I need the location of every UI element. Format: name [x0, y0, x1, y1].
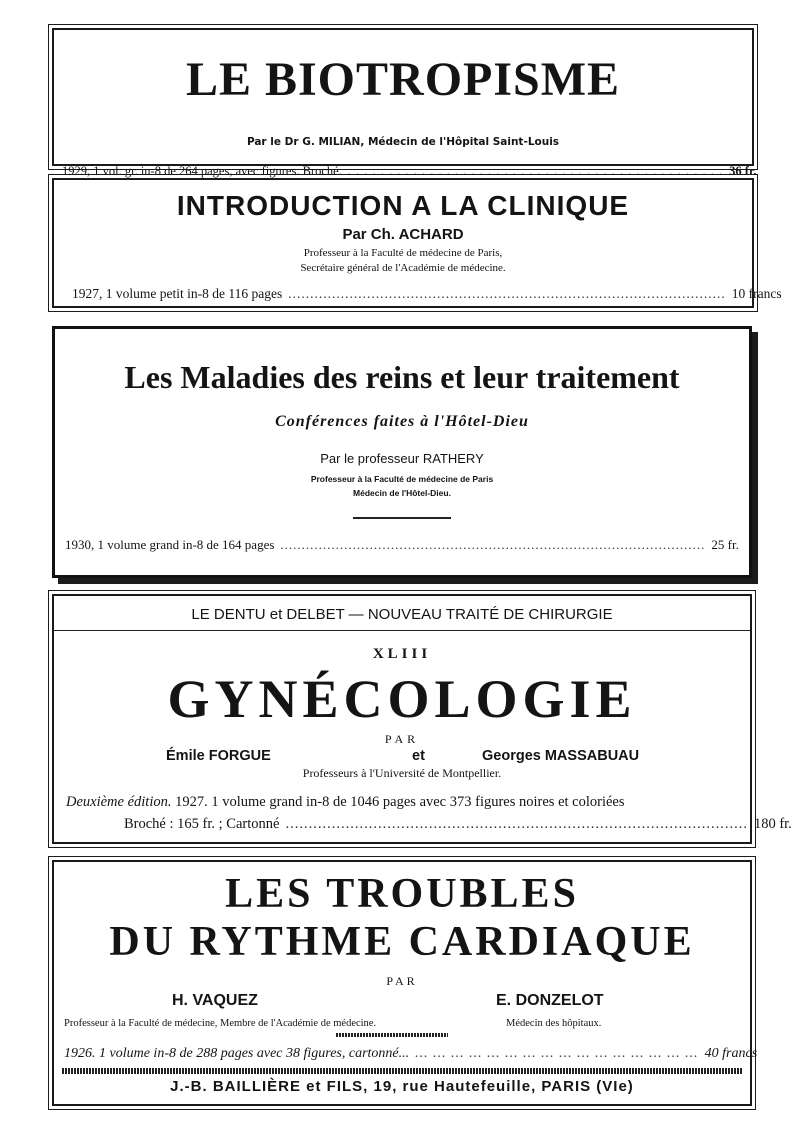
book-title-line-1: LES TROUBLES	[225, 871, 579, 917]
book-details: 1929, 1 vol. gr. in-8 de 264 pages, avec figures. Broché.	[62, 164, 342, 178]
ad-troubles-rythme	[52, 860, 758, 1106]
series-title: LE DENTU et DELBET — NOUVEAU TRAITÉ DE CHIRURGIE	[191, 606, 613, 623]
ad-gynecologie	[52, 594, 792, 844]
par-label: PAR	[386, 974, 418, 988]
book-title: GYNÉCOLOGIE	[167, 669, 637, 729]
decorative-hatch	[62, 1068, 742, 1074]
book-price: 25 fr.	[711, 537, 739, 552]
book-author: Par le Dr G. MILIAN, Médecin de l'Hôpital Saint-Louis	[246, 136, 560, 148]
book-details-row	[72, 286, 782, 302]
divider	[54, 630, 750, 631]
edition-details: 1927. 1 volume grand in-8 de 1046 pages avec 373 figures noires et coloriées	[175, 794, 625, 810]
edition-label: Deuxième édition.	[66, 794, 172, 810]
book-details: 1927, 1 volume petit in-8 de 116 pages	[72, 286, 283, 301]
leader-dots: ....................................................................................................	[285, 816, 748, 832]
author-conjunction: et	[412, 748, 425, 764]
edition-row	[66, 794, 742, 811]
author-affiliation: Médecin des hôpitaux.	[506, 1018, 602, 1029]
book-author: Émile FORGUE	[166, 748, 271, 764]
book-title: LE BIOTROPISME	[185, 53, 621, 106]
publisher-line: J.-B. BAILLIÈRE et FILS, 19, rue Hautefeuille, PARIS (VIe)	[170, 1078, 634, 1095]
book-price: 10 francs	[731, 286, 782, 301]
ad-biotropisme	[52, 28, 757, 178]
book-details-row	[65, 537, 739, 553]
book-details: 1926. 1 volume in-8 de 288 pages avec 38 figures, cartonné...	[64, 1046, 410, 1061]
ad-maladies-reins	[52, 326, 752, 578]
leader-dots: . . . . . . . . . . . . . . . . . . . . . . . . . . . . . . . . . . . . . . . . . . . . . .	[347, 164, 724, 178]
book-author: Par Ch. ACHARD	[342, 226, 464, 243]
author-affiliation: Professeur à la Faculté de médecine, Membre de l'Académie de médecine.	[64, 1018, 377, 1029]
author-affiliation: Professeurs à l'Université de Montpellier.	[302, 766, 502, 780]
par-label: PAR	[384, 732, 420, 746]
book-price: 36 fr.	[729, 164, 757, 178]
book-details: 1930, 1 volume grand in-8 de 164 pages	[65, 537, 275, 552]
volume-number: XLIII	[372, 646, 432, 662]
book-author: Par le professeur RATHERY	[320, 451, 484, 466]
decorative-hatch	[336, 1033, 448, 1037]
book-details-row	[64, 1046, 758, 1062]
book-title-line-2: DU RYTHME CARDIAQUE	[109, 919, 695, 965]
book-price: 40 francs	[704, 1046, 758, 1061]
decorative-rule	[353, 517, 451, 519]
ad-introduction-clinique	[52, 178, 782, 308]
leader-dots: ....................................................................................................	[280, 537, 706, 552]
author-affiliation: Secrétaire général de l'Académie de médecine.	[300, 262, 506, 274]
book-details-row	[124, 816, 792, 833]
leader-dots: ....................................................................................................	[288, 286, 726, 301]
book-title: Les Maladies des reins et leur traitement	[124, 359, 680, 395]
book-author: Georges MASSABUAU	[482, 748, 640, 764]
leader-dots: ... ... ... ... ... ... ... ... ... ... ... ... ... ... ... ...	[415, 1046, 699, 1061]
book-subtitle: Conférences faites à l'Hôtel-Dieu	[275, 413, 529, 430]
book-price: 180 fr.	[753, 816, 792, 832]
book-title: INTRODUCTION A LA CLINIQUE	[176, 190, 630, 221]
book-author: H. VAQUEZ	[172, 992, 258, 1009]
author-affiliation: Professeur à la Faculté de médecine de Paris	[310, 474, 494, 484]
author-affiliation: Professeur à la Faculté de médecine de Paris,	[303, 247, 503, 259]
book-author: E. DONZELOT	[496, 992, 604, 1009]
book-details-row	[62, 164, 757, 179]
binding-details: Broché : 165 fr. ; Cartonné	[124, 816, 280, 832]
author-affiliation: Médecin de l'Hôtel-Dieu.	[353, 488, 451, 498]
